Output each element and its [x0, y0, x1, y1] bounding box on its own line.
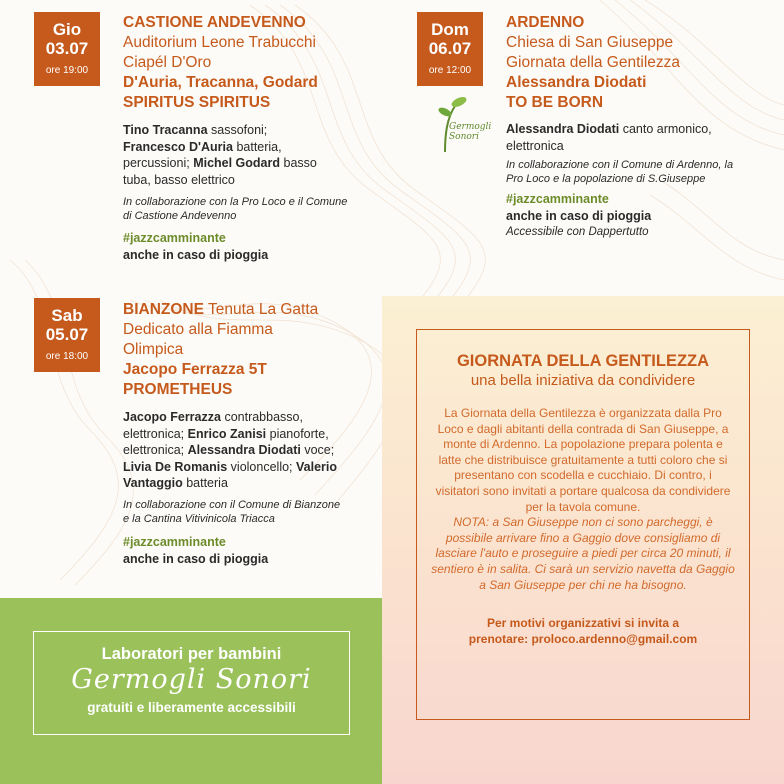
event-venue-2: Giornata della Gentilezza: [506, 54, 681, 71]
event-venue: Dedicato alla Fiamma: [123, 321, 273, 338]
event-hashtag[interactable]: #jazzcamminante: [123, 534, 226, 549]
event-hashtag[interactable]: #jazzcamminante: [123, 231, 226, 245]
date-day: Gio: [52, 20, 82, 39]
event-venue: Chiesa di San Giuseppe: [506, 34, 674, 51]
date-badge-gio: [34, 12, 100, 86]
event-place: BIANZONE Tenuta La Gatta: [123, 301, 319, 318]
logo-text: Germogli Sonori: [449, 122, 492, 142]
event-venue-2: Olimpica: [123, 341, 184, 358]
event-rain-note: anche in caso di pioggia: [123, 551, 269, 566]
labs-name: Germogli Sonori: [71, 664, 312, 695]
event-rain-note: anche in caso di pioggia: [123, 248, 269, 262]
event-artists: Jacopo Ferrazza 5T: [123, 361, 267, 378]
germogli-sonori-logo: [433, 94, 497, 154]
event-lineup: Alessandra Diodati canto armonico, elettronica: [506, 122, 712, 153]
info-title: GIORNATA DELLA GENTILEZZA: [456, 352, 710, 370]
gentilezza-info-panel: [382, 296, 784, 784]
event-castione: [123, 13, 363, 264]
labs-heading: Laboratori per bambini: [101, 645, 282, 663]
event-lineup: Tino Tracanna sassofoni; Francesco D'Auria batteria, percussioni; Michel Godard basso tuba, basso elettrico: [123, 123, 317, 187]
labs-note: gratuiti e liberamente accessibili: [87, 700, 296, 715]
date-badge-dom: [417, 12, 483, 86]
event-place: ARDENNO: [506, 14, 585, 31]
event-venue: Auditorium Leone Trabucchi: [123, 34, 317, 51]
date-number: 06.07: [428, 39, 472, 58]
date-badge-sab: [34, 298, 100, 372]
event-bianzone: [123, 300, 363, 568]
event-ardenno: [506, 13, 766, 240]
event-rain-note: anche in caso di pioggia: [506, 209, 652, 223]
labs-frame: [33, 631, 350, 735]
date-day: Dom: [431, 20, 469, 39]
info-body: La Giornata della Gentilezza è organizzata dalla Pro Loco e dagli abitanti della contrada di San Giuseppe, a monte di Ardenno. La popolazione prepara polenta e latte che distribuisce gratuitamente a tutti coloro che si presentano con scodella e cucchiaio. Di contro, i visitatori sono invitati a portare qualcosa da condividere per la tavola comune.: [435, 406, 731, 514]
event-artists: D'Auria, Tracanna, Godard: [123, 74, 318, 91]
date-time: ore 19:00: [45, 65, 89, 76]
event-collaboration: In collaborazione con il Comune di Bianzone e la Cantina Vitivinicola Triacca: [123, 498, 341, 525]
event-place: CASTIONE ANDEVENNO: [123, 14, 306, 31]
date-time: ore 18:00: [45, 351, 89, 362]
date-time: ore 12:00: [428, 65, 472, 76]
event-collaboration: In collaborazione con la Pro Loco e il Comune di Castione Andevenno: [123, 196, 348, 222]
event-project: SPIRITUS SPIRITUS: [123, 94, 271, 111]
date-number: 05.07: [45, 325, 89, 344]
info-subtitle: una bella iniziativa da condividere: [470, 372, 696, 389]
event-lineup: Jacopo Ferrazza contrabbasso, elettronica; Enrico Zanisi pianoforte, elettronica; Alessandra Diodati voce; Livia De Romanis violoncello; Valerio Vantaggio batteria: [123, 410, 338, 490]
info-note: NOTA: a San Giuseppe non ci sono parcheggi, è possibile arrivare fino a Gaggio dove consigliamo di lasciare l'auto e proseguire a piedi per circa 20 minuti, il sentiero è in salita. Ci sarà un servizio navetta da Gaggio a San Giuseppe per chi ne ha bisogno.: [431, 515, 735, 592]
event-project: PROMETHEUS: [123, 381, 233, 398]
date-day: Sab: [51, 306, 83, 325]
event-collaboration: In collaborazione con il Comune di Ardenno, la Pro Loco e la popolazione di S.Giuseppe: [506, 159, 734, 185]
info-frame: [416, 329, 750, 720]
event-artists: Alessandra Diodati: [506, 74, 647, 91]
date-number: 03.07: [45, 39, 89, 58]
info-booking: Per motivi organizzativi si invita a prenotare: proloco.ardenno@gmail.com: [468, 616, 698, 647]
event-hashtag[interactable]: #jazzcamminante: [506, 192, 609, 206]
labs-panel: [0, 598, 382, 784]
event-venue-2: Ciapél D'Oro: [123, 54, 212, 71]
event-accessibility: Accessibile con Dappertutto: [506, 226, 649, 238]
booking-email-link[interactable]: prenotare: proloco.ardenno@gmail.com: [468, 632, 698, 647]
event-project: TO BE BORN: [506, 94, 604, 111]
